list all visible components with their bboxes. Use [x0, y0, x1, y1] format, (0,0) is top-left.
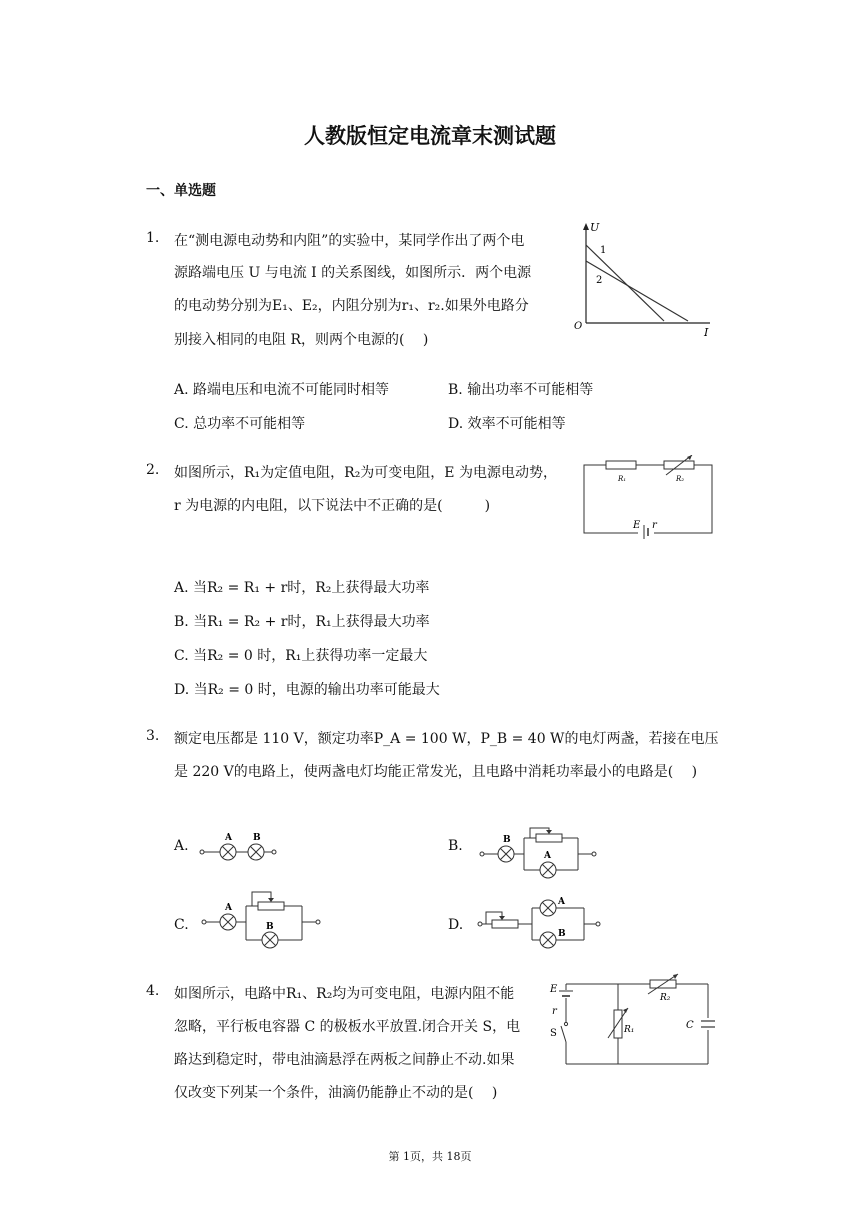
option-b[interactable]: B. 当R₁ = R₂ + r时，R₁上获得最大功率	[174, 614, 430, 630]
question-number: 2.	[146, 462, 160, 478]
circuit-option-a	[198, 826, 278, 862]
question-number: 1.	[146, 230, 160, 246]
circuit-option-b	[478, 824, 600, 882]
lamp-icon	[540, 900, 556, 916]
u-axis-label: U	[590, 221, 600, 234]
question-text-line: 在“测电源电动势和内阻”的实验中，某同学作出了两个电	[174, 233, 525, 249]
option-a[interactable]: A. 路端电压和电流不可能同时相等	[174, 382, 390, 398]
option-d[interactable]: D.	[448, 917, 464, 933]
i-axis-label: I	[704, 326, 709, 339]
question-text-line: 的电动势分别为E₁、E₂，内阻分别为r₁、r₂.如果外电路分	[174, 298, 529, 314]
lamp-a-label: A	[544, 851, 551, 861]
r1-label: R₁	[624, 1025, 635, 1035]
circuit-option-c	[200, 886, 326, 950]
question-text-line: 仅改变下列某一个条件，油滴仍能静止不动的是( )	[174, 1085, 498, 1101]
lamp-b-label: B	[266, 922, 274, 932]
question-text-line: 路达到稳定时，带电油滴悬浮在两板之间静止不动.如果	[174, 1052, 515, 1068]
option-b[interactable]: B.	[448, 838, 463, 854]
lamp-b-label: B	[558, 929, 566, 939]
question-text-line: r 为电源的内电阻，以下说法中不正确的是( )	[174, 498, 491, 514]
line-1-label: 1	[600, 245, 607, 256]
question-text-line: 如图所示，电路中R₁、R₂均为可变电阻，电源内阻不能	[174, 986, 515, 1002]
question-number: 4.	[146, 983, 160, 999]
r2-label: R₂	[676, 475, 685, 483]
question-text-line: 是 220 V的电路上，使两盏电灯均能正常发光，且电路中消耗功率最小的电路是( )	[174, 764, 698, 780]
section-heading: 一、单选题	[146, 183, 216, 199]
lamp-icon	[262, 932, 278, 948]
option-c[interactable]: C. 总功率不可能相等	[174, 416, 306, 432]
option-b[interactable]: B. 输出功率不可能相等	[448, 382, 594, 398]
r1-label: R₁	[618, 475, 627, 483]
option-a[interactable]: A.	[174, 838, 189, 854]
lamp-icon	[220, 914, 236, 930]
lamp-icon	[248, 844, 264, 860]
question-number: 3.	[146, 728, 160, 744]
page-footer: 第 1页，共 18页	[388, 1150, 472, 1163]
circuit-figure-q2	[578, 455, 718, 540]
r-label: r	[652, 520, 657, 531]
question-text-line: 别接入相同的电阻 R，则两个电源的( )	[174, 332, 429, 348]
capacitor-label: C	[686, 1020, 694, 1031]
lamp-a-label: A	[225, 903, 232, 913]
lamp-icon	[498, 846, 514, 862]
e-label: E	[633, 520, 641, 531]
switch-label: S	[550, 1028, 557, 1039]
lamp-b-label: B	[253, 833, 261, 843]
r-label: r	[552, 1006, 557, 1017]
line-2-label: 2	[596, 275, 603, 286]
question-text-line: 源路端电压 U 与电流 I 的关系图线，如图所示．两个电源	[174, 265, 532, 281]
e-label: E	[550, 984, 558, 995]
page-title: 人教版恒定电流章末测试题	[304, 124, 556, 148]
option-a[interactable]: A. 当R₂ = R₁ + r时，R₂上获得最大功率	[174, 580, 430, 596]
circuit-figure-q4	[546, 972, 720, 1072]
r2-label: R₂	[660, 993, 671, 1003]
lamp-a-label: A	[225, 833, 232, 843]
lamp-a-label: A	[558, 897, 565, 907]
question-text-line: 额定电压都是 110 V，额定功率P_A = 100 W，P_B = 40 W的电灯两盏，若接在电压	[174, 731, 719, 747]
lamp-icon	[220, 844, 236, 860]
option-c[interactable]: C.	[174, 917, 189, 933]
lamp-b-label: B	[503, 835, 511, 845]
ui-graph-figure	[570, 215, 720, 340]
option-d[interactable]: D. 当R₂ = 0 时，电源的输出功率可能最大	[174, 682, 440, 698]
question-text-line: 忽略，平行板电容器 C 的极板水平放置.闭合开关 S，电	[174, 1019, 521, 1035]
circuit-option-d	[476, 892, 606, 954]
origin-label: O	[574, 321, 583, 332]
lamp-icon	[540, 932, 556, 948]
option-d[interactable]: D. 效率不可能相等	[448, 416, 566, 432]
lamp-icon	[540, 862, 556, 878]
option-c[interactable]: C. 当R₂ = 0 时，R₁上获得功率一定最大	[174, 648, 428, 664]
question-text-line: 如图所示，R₁为定值电阻，R₂为可变电阻，E 为电源电动势，	[174, 465, 557, 481]
